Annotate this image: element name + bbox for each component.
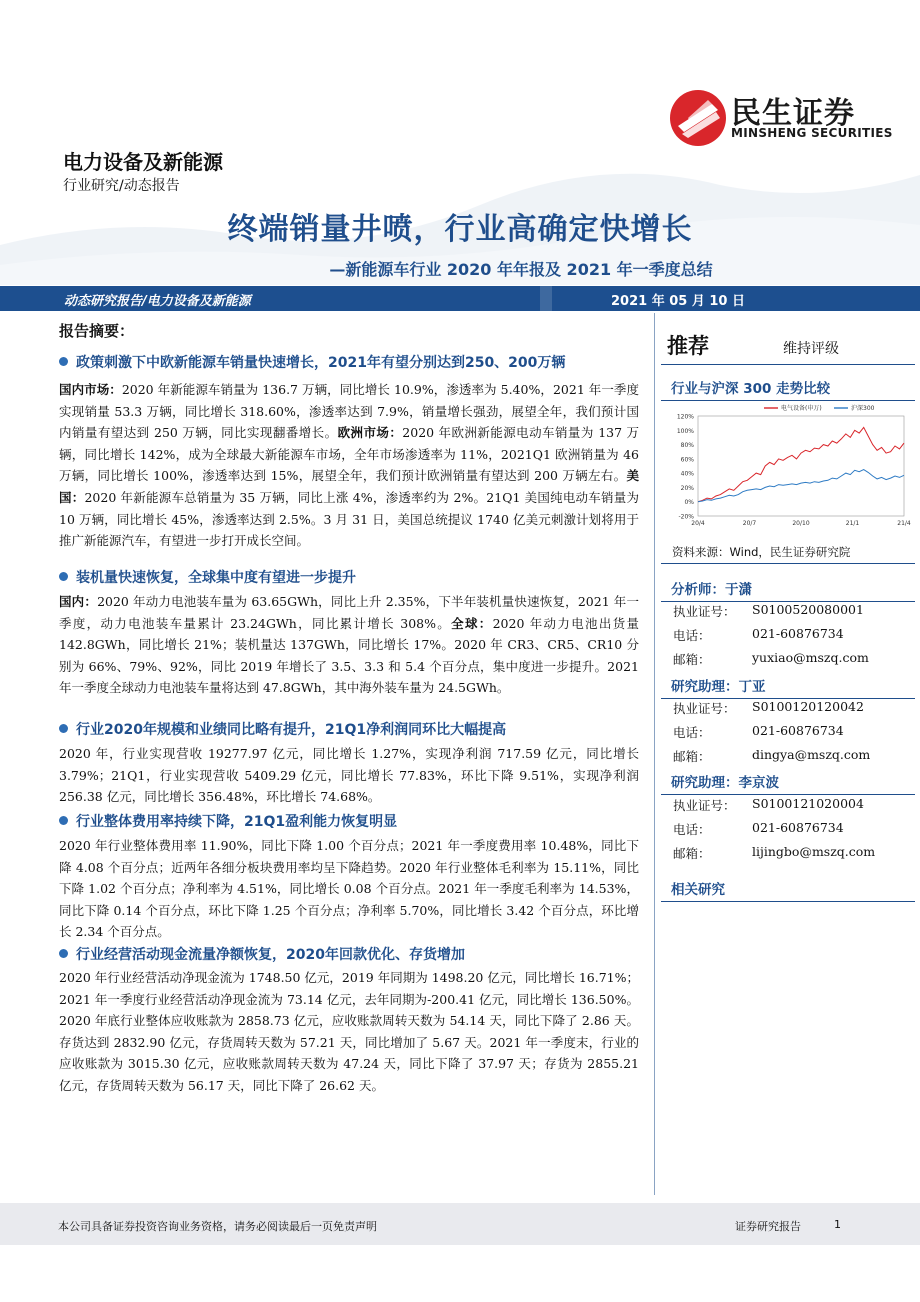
- legend-label-0: 电气设备(申万): [781, 405, 822, 412]
- assistant1-license-label: 执业证号：: [673, 701, 736, 716]
- related-research-heading: 相关研究: [661, 878, 915, 902]
- assistant2-license: S0100121020004: [752, 796, 864, 811]
- x-tick-label: 21/1: [845, 520, 860, 527]
- assistant1-email[interactable]: dingya@mszq.com: [752, 747, 871, 762]
- x-tick-label: 20/4: [691, 520, 705, 527]
- rating-value: 维持评级: [783, 341, 839, 357]
- report-type: 行业研究/动态报告: [63, 178, 180, 194]
- paragraph-text: 2020 年动力电池装车量为 63.65GWh，同比上升 2.35%，下半年装机量快速恢复，2021 年一季度，动力电池装车量累计 23.24GWh，同比累计增长 308%。: [59, 594, 639, 631]
- paragraph-label: 美国：: [59, 468, 639, 505]
- y-tick-label: 60%: [680, 456, 694, 464]
- section-paragraph-4: [59, 835, 639, 943]
- assistant1-email-label: 邮箱：: [673, 749, 711, 764]
- section-paragraph-2: [59, 591, 639, 699]
- report-title: 终端销量井喷，行业高确定快增长: [227, 212, 693, 247]
- legend-label-1: 沪深300: [851, 405, 875, 412]
- y-tick-label: 40%: [680, 470, 694, 478]
- section-heading-2: 装机量快速恢复，全球集中度有望进一步提升: [59, 567, 356, 587]
- section-heading-3: 行业2020年规模和业绩同比略有提升，21Q1净利润同环比大幅提高: [59, 719, 506, 739]
- series-line-0: [698, 427, 904, 501]
- assistant1-license: S0100120120042: [752, 699, 864, 714]
- chart-heading: 行业与沪深 300 走势比较: [661, 377, 915, 401]
- y-tick-label: 0%: [684, 499, 694, 507]
- section-paragraph-3: [59, 743, 639, 808]
- report-subtitle: —新能源车行业 2020 年年报及 2021 年一季度总结: [329, 260, 713, 279]
- sector-title: 电力设备及新能源: [63, 150, 223, 174]
- column-divider: [654, 313, 655, 1195]
- assistant1-heading: 研究助理：丁亚: [661, 675, 915, 699]
- paragraph-label: 全球：: [451, 615, 493, 631]
- paragraph-text: 2020 年新能源车总销量为 35 万辆，同比上涨 4%，渗透率约为 2%。21Q1 美国纯电动车销量为 10 万辆，同比增长 45%，渗透率达到 2.5%。3 月 31 日，美国总统提议 1740 亿美元刺激计划将用于推广新能源汽车，有望进一步打开成长空间。: [59, 489, 639, 549]
- section-paragraph-5: [59, 967, 639, 1097]
- paragraph-text: 2020 年行业经营活动净现金流为 1748.50 亿元，2019 年同期为 1498.20 亿元，同比增长 16.71%；2021 年一季度行业经营活动净现金流为 73.14 亿元，去年同期为-200.41 亿元，同比增长 136.50%。2020 年底行业整体应收账款为 2858.73 亿元，应收账款周转天数为 54.14 天，同比下降了 2.86 天。存货达到 2832.90 亿元，存货周转天数为 57.21 天，同比增加了 5.67 天。2021 年一季度末，行业的应收账款为 3015.30 亿元，应收账款周转天数为 47.24 天，同比下降了 37.97 天；存货为 2855.21 亿元，存货周转天数为 56.17 天，同比下降了 26.62 天。: [59, 970, 639, 1093]
- y-tick-label: -20%: [678, 513, 694, 521]
- assistant2-phone: 021-60876734: [752, 820, 844, 835]
- analyst-license-label: 执业证号：: [673, 604, 736, 619]
- logo-name: 民生证券: [731, 96, 855, 131]
- paragraph-label: 国内市场：: [59, 382, 122, 397]
- assistant2-email[interactable]: lijingbo@mszq.com: [752, 844, 876, 859]
- x-tick-label: 20/7: [742, 520, 757, 527]
- bullet-icon: [59, 572, 68, 581]
- assistant2-license-label: 执业证号：: [673, 798, 736, 813]
- analyst-email-label: 邮箱：: [673, 652, 711, 667]
- paragraph-text: 2020 年新能源车销量为 136.7 万辆，同比增长 10.9%，渗透率为 5.40%，2021 年一季度实现销量 53.3 万辆，同比增长 318.60%，渗透率达到 7.9%，销量增长强劲，展望全年，我们预计国内销量有望达到 250 万辆，同比实现翻番增长。: [59, 382, 639, 441]
- x-tick-label: 20/10: [792, 520, 810, 527]
- analyst-phone-label: 电话：: [673, 628, 711, 643]
- abstract-label: 报告摘要：: [59, 322, 135, 340]
- bullet-icon: [59, 724, 68, 733]
- section-heading-5: 行业经营活动现金流量净额恢复，2020年回款优化、存货增加: [59, 944, 465, 964]
- band-separator: [540, 286, 552, 311]
- assistant2-email-label: 邮箱：: [673, 846, 711, 861]
- logo-english-name: MINSHENG SECURITIES: [731, 126, 893, 140]
- paragraph-text: 2020 年欧洲新能源电动车销量为 137 万辆，同比增长 142%，成为全球最大新能源车市场，全年市场渗透率为 11%，2021Q1 欧洲销量为 46 万辆，同比增长 100%，渗透率达到 15%，展望全年，我们预计欧洲销量有望达到 200 万辆左右。: [59, 425, 640, 484]
- y-tick-label: 80%: [680, 442, 694, 450]
- bullet-icon: [59, 357, 68, 366]
- paragraph-label: 国内：: [59, 594, 98, 609]
- chart-source-underline: [661, 563, 915, 564]
- assistant2-phone-label: 电话：: [673, 822, 711, 837]
- footer-disclaimer: 本公司具备证券投资咨询业务资格，请务必阅读最后一页免责声明: [58, 1220, 377, 1233]
- assistant1-phone: 021-60876734: [752, 723, 844, 738]
- y-tick-label: 120%: [676, 413, 694, 421]
- paragraph-text: 2020 年，行业实现营收 19277.97 亿元，同比增长 1.27%，实现净利润 717.59 亿元，同比增长 3.79%；21Q1，行业实现营收 5409.29 亿元，同比增长 77.83%，环比下降 9.51%，实现净利润 256.38 亿元，同比增长 356.48%，环比增长 74.68%。: [59, 746, 639, 805]
- section-heading-1: 政策刺激下中欧新能源车销量快速增长，2021年有望分别达到250、200万辆: [59, 352, 565, 372]
- analyst-license: S0100520080001: [752, 602, 864, 617]
- bullet-icon: [59, 949, 68, 958]
- assistant2-heading: 研究助理：李京波: [661, 771, 915, 795]
- analyst-heading: 分析师：于潇: [661, 578, 915, 602]
- band-report-category: 动态研究报告/电力设备及新能源: [64, 294, 251, 309]
- paragraph-label: 欧洲市场：: [337, 425, 403, 441]
- y-tick-label: 100%: [676, 427, 694, 435]
- plot-frame: [698, 416, 904, 516]
- x-tick-label: 21/4: [897, 520, 911, 527]
- paragraph-text: 2020 年行业整体费用率 11.90%，同比下降 1.00 个百分点；2021 年一季度费用率 10.48%，同比下降 4.08 个百分点；近两年各细分板块费用率均呈下降趋势。2020 年行业整体毛利率为 15.11%，同比下降 1.02 个百分点；净利率为 4.51%，同比增长 0.08 个百分点。2021 年一季度毛利率为 14.53%，同比下降 0.14 个百分点，环比下降 1.25 个百分点；净利率 5.70%，同比增长 3.42 个百分点，环比增长 2.34 个百分点。: [59, 838, 639, 940]
- y-tick-label: 20%: [680, 484, 694, 492]
- section-heading-4: 行业整体费用率持续下降，21Q1盈利能力恢复明显: [59, 811, 397, 831]
- rating-label: 推荐: [667, 334, 709, 358]
- bullet-icon: [59, 816, 68, 825]
- analyst-email[interactable]: yuxiao@mszq.com: [752, 650, 869, 665]
- assistant1-phone-label: 电话：: [673, 725, 711, 740]
- series-line-1: [698, 470, 904, 502]
- analyst-phone: 021-60876734: [752, 626, 844, 641]
- page-number: 1: [834, 1218, 841, 1231]
- report-date: 2021 年 05 月 10 日: [611, 294, 745, 309]
- footer-report-type: 证券研究报告: [735, 1220, 801, 1233]
- rating-underline: [661, 364, 915, 365]
- section-paragraph-1: [59, 379, 639, 552]
- paragraph-text: 2020 年动力电池出货量 142.8GWh，同比增长 21%；装机量达 137GWh，同比增长 17%。2020 年 CR3、CR5、CR10 分别为 66%、79%、92%，同比 2019 年增长了 3.5、3.3 和 5.4 个百分点，集中度进一步提升。2021 年一季度全球动力电池装车量将达到 47.8GWh，其中海外装车量为 24.5GWh。: [59, 615, 639, 696]
- chart-source: 资料来源：Wind，民生证券研究院: [672, 545, 851, 559]
- performance-chart: [664, 398, 912, 528]
